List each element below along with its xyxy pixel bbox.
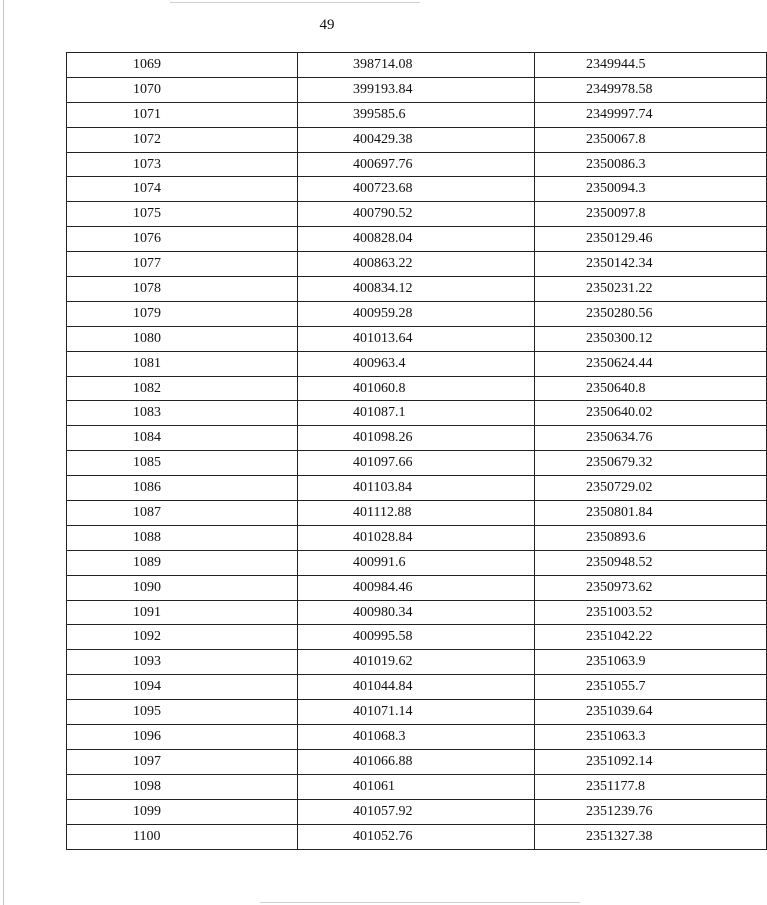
table-row	[67, 301, 767, 326]
y-coordinate-cell: 2350094.3	[535, 177, 767, 202]
point-number-cell: 1080	[67, 326, 298, 351]
y-coordinate-cell: 2350129.46	[535, 227, 767, 252]
table-row	[67, 227, 767, 252]
x-coordinate-cell: 401060.8	[298, 376, 535, 401]
table-row	[67, 650, 767, 675]
table-row	[67, 351, 767, 376]
table-row	[67, 127, 767, 152]
page-number: 49	[319, 17, 335, 33]
x-coordinate-cell: 401013.64	[298, 326, 535, 351]
point-number-cell: 1069	[67, 53, 298, 78]
table-row	[67, 799, 767, 824]
point-number-cell: 1077	[67, 252, 298, 277]
point-number-cell: 1084	[67, 426, 298, 451]
x-coordinate-cell: 399585.6	[298, 102, 535, 127]
y-coordinate-cell: 2351039.64	[535, 700, 767, 725]
table-row	[67, 451, 767, 476]
table-row	[67, 575, 767, 600]
y-coordinate-cell: 2350634.76	[535, 426, 767, 451]
y-coordinate-cell: 2350300.12	[535, 326, 767, 351]
y-coordinate-cell: 2350973.62	[535, 575, 767, 600]
point-number-cell: 1095	[67, 700, 298, 725]
x-coordinate-cell: 400828.04	[298, 227, 535, 252]
point-number-cell: 1094	[67, 675, 298, 700]
table-row	[67, 177, 767, 202]
y-coordinate-cell: 2351063.9	[535, 650, 767, 675]
point-number-cell: 1097	[67, 749, 298, 774]
x-coordinate-cell: 401019.62	[298, 650, 535, 675]
x-coordinate-cell: 399193.84	[298, 77, 535, 102]
x-coordinate-cell: 400723.68	[298, 177, 535, 202]
point-number-cell: 1085	[67, 451, 298, 476]
scan-edge-top	[170, 2, 420, 3]
table-row	[67, 102, 767, 127]
table-row	[67, 252, 767, 277]
point-number-cell: 1096	[67, 725, 298, 750]
y-coordinate-cell: 2350729.02	[535, 476, 767, 501]
point-number-cell: 1088	[67, 525, 298, 550]
x-coordinate-cell: 401052.76	[298, 824, 535, 849]
y-coordinate-cell: 2349997.74	[535, 102, 767, 127]
table-row	[67, 401, 767, 426]
x-coordinate-cell: 400984.46	[298, 575, 535, 600]
point-number-cell: 1073	[67, 152, 298, 177]
point-number-cell: 1083	[67, 401, 298, 426]
x-coordinate-cell: 401087.1	[298, 401, 535, 426]
y-coordinate-cell: 2349944.5	[535, 53, 767, 78]
x-coordinate-cell: 401028.84	[298, 525, 535, 550]
point-number-cell: 1079	[67, 301, 298, 326]
table-row	[67, 725, 767, 750]
x-coordinate-cell: 398714.08	[298, 53, 535, 78]
table-row	[67, 749, 767, 774]
table-row	[67, 476, 767, 501]
table-row	[67, 202, 767, 227]
x-coordinate-cell: 401112.88	[298, 501, 535, 526]
y-coordinate-cell: 2350679.32	[535, 451, 767, 476]
table-row	[67, 525, 767, 550]
x-coordinate-cell: 401057.92	[298, 799, 535, 824]
point-number-cell: 1087	[67, 501, 298, 526]
point-number-cell: 1075	[67, 202, 298, 227]
table-row	[67, 675, 767, 700]
point-number-cell: 1081	[67, 351, 298, 376]
table-row	[67, 824, 767, 849]
table-row	[67, 426, 767, 451]
scan-edge-bottom	[260, 902, 580, 903]
y-coordinate-cell: 2351055.7	[535, 675, 767, 700]
y-coordinate-cell: 2351063.3	[535, 725, 767, 750]
x-coordinate-cell: 400963.4	[298, 351, 535, 376]
y-coordinate-cell: 2349978.58	[535, 77, 767, 102]
table-row	[67, 77, 767, 102]
y-coordinate-cell: 2350231.22	[535, 277, 767, 302]
x-coordinate-cell: 400834.12	[298, 277, 535, 302]
table-row	[67, 774, 767, 799]
point-number-cell: 1098	[67, 774, 298, 799]
y-coordinate-cell: 2350142.34	[535, 252, 767, 277]
y-coordinate-cell: 2350097.8	[535, 202, 767, 227]
y-coordinate-cell: 2350801.84	[535, 501, 767, 526]
y-coordinate-cell: 2350280.56	[535, 301, 767, 326]
table-row	[67, 326, 767, 351]
point-number-cell: 1076	[67, 227, 298, 252]
y-coordinate-cell: 2350067.8	[535, 127, 767, 152]
y-coordinate-cell: 2350624.44	[535, 351, 767, 376]
x-coordinate-cell: 401098.26	[298, 426, 535, 451]
x-coordinate-cell: 400995.58	[298, 625, 535, 650]
point-number-cell: 1100	[67, 824, 298, 849]
scan-edge-left	[3, 0, 4, 905]
table-row	[67, 53, 767, 78]
point-number-cell: 1074	[67, 177, 298, 202]
y-coordinate-cell: 2350948.52	[535, 550, 767, 575]
point-number-cell: 1093	[67, 650, 298, 675]
point-number-cell: 1071	[67, 102, 298, 127]
x-coordinate-cell: 400959.28	[298, 301, 535, 326]
x-coordinate-cell: 400790.52	[298, 202, 535, 227]
x-coordinate-cell: 401103.84	[298, 476, 535, 501]
y-coordinate-cell: 2350893.6	[535, 525, 767, 550]
x-coordinate-cell: 400863.22	[298, 252, 535, 277]
point-number-cell: 1089	[67, 550, 298, 575]
point-number-cell: 1099	[67, 799, 298, 824]
coordinates-table-body	[67, 53, 767, 850]
table-row	[67, 550, 767, 575]
y-coordinate-cell: 2350086.3	[535, 152, 767, 177]
point-number-cell: 1082	[67, 376, 298, 401]
point-number-cell: 1090	[67, 575, 298, 600]
point-number-cell: 1072	[67, 127, 298, 152]
x-coordinate-cell: 400991.6	[298, 550, 535, 575]
table-row	[67, 376, 767, 401]
x-coordinate-cell: 401066.88	[298, 749, 535, 774]
point-number-cell: 1092	[67, 625, 298, 650]
table-row	[67, 501, 767, 526]
x-coordinate-cell: 400697.76	[298, 152, 535, 177]
point-number-cell: 1091	[67, 600, 298, 625]
y-coordinate-cell: 2351042.22	[535, 625, 767, 650]
y-coordinate-cell: 2350640.8	[535, 376, 767, 401]
x-coordinate-cell: 401068.3	[298, 725, 535, 750]
coordinates-table	[66, 52, 767, 850]
table-row	[67, 600, 767, 625]
table-row	[67, 152, 767, 177]
y-coordinate-cell: 2351327.38	[535, 824, 767, 849]
y-coordinate-cell: 2351003.52	[535, 600, 767, 625]
point-number-cell: 1086	[67, 476, 298, 501]
x-coordinate-cell: 401071.14	[298, 700, 535, 725]
table-row	[67, 277, 767, 302]
point-number-cell: 1070	[67, 77, 298, 102]
y-coordinate-cell: 2351177.8	[535, 774, 767, 799]
x-coordinate-cell: 400980.34	[298, 600, 535, 625]
table-row	[67, 625, 767, 650]
y-coordinate-cell: 2351239.76	[535, 799, 767, 824]
table-row	[67, 700, 767, 725]
x-coordinate-cell: 401061	[298, 774, 535, 799]
y-coordinate-cell: 2351092.14	[535, 749, 767, 774]
point-number-cell: 1078	[67, 277, 298, 302]
x-coordinate-cell: 401097.66	[298, 451, 535, 476]
x-coordinate-cell: 401044.84	[298, 675, 535, 700]
y-coordinate-cell: 2350640.02	[535, 401, 767, 426]
x-coordinate-cell: 400429.38	[298, 127, 535, 152]
